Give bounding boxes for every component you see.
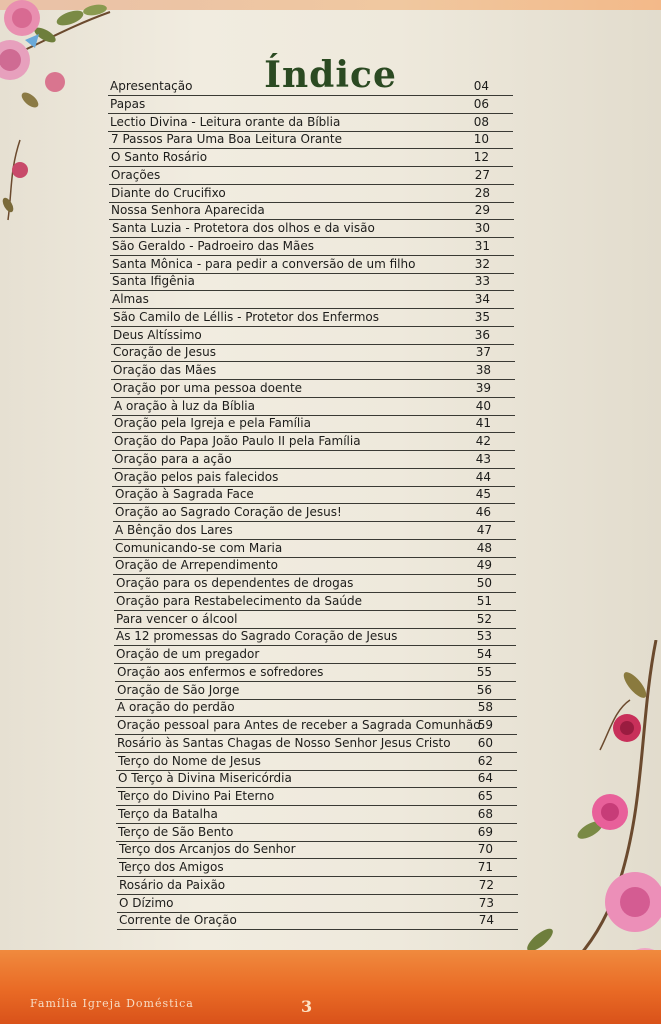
toc-entry-title: Comunicando-se com Maria [115, 540, 283, 555]
toc-entry [117, 859, 517, 877]
toc-entry [116, 753, 517, 771]
toc-entry-page: 60 [477, 735, 493, 750]
toc-entry-title: Oração ao Sagrado Coração de Jesus! [115, 505, 342, 519]
toc-entry-title: Rosário da Paixão [119, 877, 226, 892]
toc-entry-page: 71 [477, 860, 493, 874]
toc-entry [111, 380, 515, 398]
toc-entry-page: 27 [474, 167, 490, 182]
toc-entry-page: 65 [477, 789, 493, 803]
toc-entry [116, 824, 517, 842]
toc-entry-page: 47 [476, 522, 492, 537]
toc-entry-title: Oração pessoal para Antes de receber a Sagrada Comunhão [117, 718, 481, 732]
toc-entry-title: Terço do Divino Pai Eterno [118, 789, 275, 803]
toc-entry-page: 36 [474, 327, 490, 342]
toc-entry [112, 398, 515, 416]
toc-entry-title: Terço do Nome de Jesus [118, 753, 261, 768]
toc-entry-title: As 12 promessas do Sagrado Coração de Jesus [116, 629, 398, 644]
toc-entry [114, 611, 516, 629]
toc-entry [108, 78, 513, 96]
toc-entry-title: Orações [111, 167, 161, 182]
toc-entry-page: 43 [475, 451, 491, 466]
toc-entry-title: A oração do perdão [117, 700, 235, 715]
toc-entry-title: Santa Ifigênia [112, 274, 195, 289]
toc-entry [109, 131, 513, 149]
toc-entry-page: 50 [476, 576, 492, 590]
toc-entry-title: Santa Luzia - Protetora dos olhos e da visão [112, 221, 375, 235]
toc-entry-page: 53 [476, 629, 492, 644]
publication-name: Família Igreja Doméstica [30, 997, 194, 1010]
toc-entry-page: 31 [474, 238, 490, 253]
toc-entry [113, 504, 515, 522]
toc-entry-page: 62 [477, 753, 493, 768]
toc-entry [114, 575, 516, 593]
page-title: Índice [264, 54, 397, 97]
toc-entry-page: 12 [473, 150, 489, 164]
toc-entry-page: 59 [477, 718, 493, 732]
toc-entry [109, 202, 514, 220]
toc-entry-title: 7 Passos Para Uma Boa Leitura Orante [111, 132, 342, 147]
toc-entry [108, 114, 513, 132]
toc-entry [113, 486, 515, 504]
toc-entry-page: 49 [476, 558, 492, 573]
toc-entry [112, 415, 515, 433]
toc-entry-page: 10 [473, 132, 489, 147]
toc-entry [115, 699, 517, 717]
toc-entry [110, 220, 514, 238]
page-number: 3 [301, 997, 313, 1016]
toc-entry [110, 273, 514, 291]
toc-entry [110, 238, 514, 256]
toc-entry-title: Oração para Restabelecimento da Saúde [116, 593, 362, 608]
toc-entry-title: Oração de um pregador [116, 647, 260, 661]
toc-entry [115, 664, 516, 682]
toc-entry-title: Oração por uma pessoa doente [113, 380, 303, 395]
toc-entry [116, 770, 517, 788]
toc-entry-page: 51 [476, 593, 492, 608]
toc-entry [112, 451, 515, 469]
toc-entry [116, 806, 517, 824]
toc-entry [114, 593, 516, 611]
toc-entry-page: 40 [475, 398, 491, 413]
toc-entry-title: Terço dos Arcanjos do Senhor [119, 842, 296, 857]
toc-entry-page: 48 [476, 540, 492, 555]
toc-entry-page: 30 [474, 221, 490, 235]
toc-entry-page: 58 [477, 700, 493, 715]
toc-entry-title: Papas [110, 96, 146, 111]
toc-entry-title: Nossa Senhora Aparecida [111, 203, 265, 218]
toc-entry [114, 628, 516, 646]
toc-entry-page: 06 [473, 96, 489, 111]
toc-entry-page: 42 [475, 434, 491, 448]
toc-entry [115, 735, 517, 753]
toc-entry [113, 522, 516, 540]
toc-entry-title: Terço dos Amigos [119, 860, 224, 874]
toc-entry [110, 291, 514, 309]
toc-entry [113, 540, 516, 558]
toc-entry-title: Oração para a ação [114, 451, 232, 466]
toc-entry-title: Rosário às Santas Chagas de Nosso Senhor Jesus Cristo [117, 735, 451, 750]
toc-entry [117, 841, 517, 859]
toc-entry-page: 54 [476, 647, 492, 661]
toc-entry-title: Oração do Papa João Paulo II pela Família [114, 434, 361, 448]
toc-entry [117, 895, 518, 913]
toc-entry-page: 70 [477, 842, 493, 857]
toc-entry-page: 35 [474, 309, 490, 324]
toc-entry-title: Oração de Arrependimento [115, 558, 278, 573]
toc-entry-page: 29 [474, 203, 490, 218]
toc-entry [110, 256, 514, 274]
toc-entry-title: O Dízimo [119, 895, 174, 910]
toc-entry-page: 32 [474, 256, 490, 271]
toc-entry-title: Oração das Mães [113, 363, 217, 377]
toc-entry-page: 34 [474, 292, 490, 306]
toc-entry-title: Oração para os dependentes de drogas [116, 576, 354, 590]
toc-entry-title: Apresentação [110, 79, 193, 93]
toc-entry [111, 362, 515, 380]
toc-entry-title: Corrente de Oração [119, 913, 237, 928]
toc-entry-title: São Geraldo - Padroeiro das Mães [112, 238, 314, 253]
toc-entry-title: A Bênção dos Lares [115, 522, 233, 537]
toc-entry-page: 37 [475, 345, 491, 360]
toc-entry-page: 28 [474, 185, 490, 200]
toc-entry [111, 344, 515, 362]
toc-entry [116, 788, 517, 806]
toc-entry-page: 04 [473, 79, 489, 93]
toc-entry [108, 96, 513, 114]
toc-entry [109, 149, 513, 167]
toc-entry-title: Santa Mônica - para pedir a conversão de um filho [112, 256, 416, 271]
toc-entry-title: Oração pelos pais falecidos [114, 469, 279, 484]
toc-entry-title: Diante do Crucifixo [111, 185, 226, 200]
toc-entry-page: 56 [476, 682, 492, 697]
toc-entry-page: 08 [473, 114, 489, 129]
toc-entry-page: 74 [478, 913, 494, 928]
toc-entry [113, 557, 516, 575]
toc-entry [112, 469, 515, 487]
toc-entry-title: Almas [112, 292, 149, 306]
toc-entry-page: 52 [476, 611, 492, 626]
toc-entry-title: Oração aos enfermos e sofredores [117, 664, 324, 679]
toc-entry-title: Terço da Batalha [118, 806, 218, 821]
toc-entry-title: Coração de Jesus [113, 345, 216, 360]
toc-entry [115, 717, 517, 735]
toc-entry-title: Terço de São Bento [118, 824, 234, 839]
bottom-band [0, 950, 661, 1024]
toc-entry-page: 38 [475, 363, 491, 377]
toc-entry [112, 433, 515, 451]
toc-entry-title: São Camilo de Léllis - Protetor dos Enfermos [113, 309, 380, 324]
toc-entry-title: Oração pela Igreja e pela Família [114, 416, 311, 431]
toc-entry [109, 185, 514, 203]
toc-entry-page: 69 [477, 824, 493, 839]
toc-entry-page: 41 [475, 416, 491, 431]
toc-entry-title: Lectio Divina - Leitura orante da Bíblia [110, 114, 341, 129]
toc-entry-page: 68 [477, 806, 493, 821]
toc-entry-page: 46 [475, 505, 491, 519]
toc-entry [109, 167, 514, 185]
toc-entry [111, 309, 514, 327]
toc-entry-title: Para vencer o álcool [116, 611, 238, 626]
toc-entry [111, 327, 514, 345]
toc-entry-title: Deus Altíssimo [113, 327, 202, 342]
toc-entry-page: 45 [475, 487, 491, 502]
toc-entry-title: O Terço à Divina Misericórdia [118, 771, 292, 786]
toc-entry-page: 44 [475, 469, 491, 484]
toc-entry-title: O Santo Rosário [111, 150, 208, 164]
toc-entry-page: 55 [476, 664, 492, 679]
toc-entry-title: A oração à luz da Bíblia [114, 398, 255, 413]
toc-entry-page: 33 [474, 274, 490, 289]
toc-entry [117, 877, 518, 895]
toc-entry-title: Oração de São Jorge [117, 682, 240, 697]
toc-entry [117, 912, 518, 930]
toc-entry [114, 646, 516, 664]
toc-entry-title: Oração à Sagrada Face [115, 487, 254, 502]
toc-entry-page: 39 [475, 380, 491, 395]
toc-entry-page: 72 [478, 877, 494, 892]
toc-entry-page: 64 [477, 771, 493, 786]
toc-entry [115, 682, 516, 700]
toc-entry-page: 73 [478, 895, 494, 910]
